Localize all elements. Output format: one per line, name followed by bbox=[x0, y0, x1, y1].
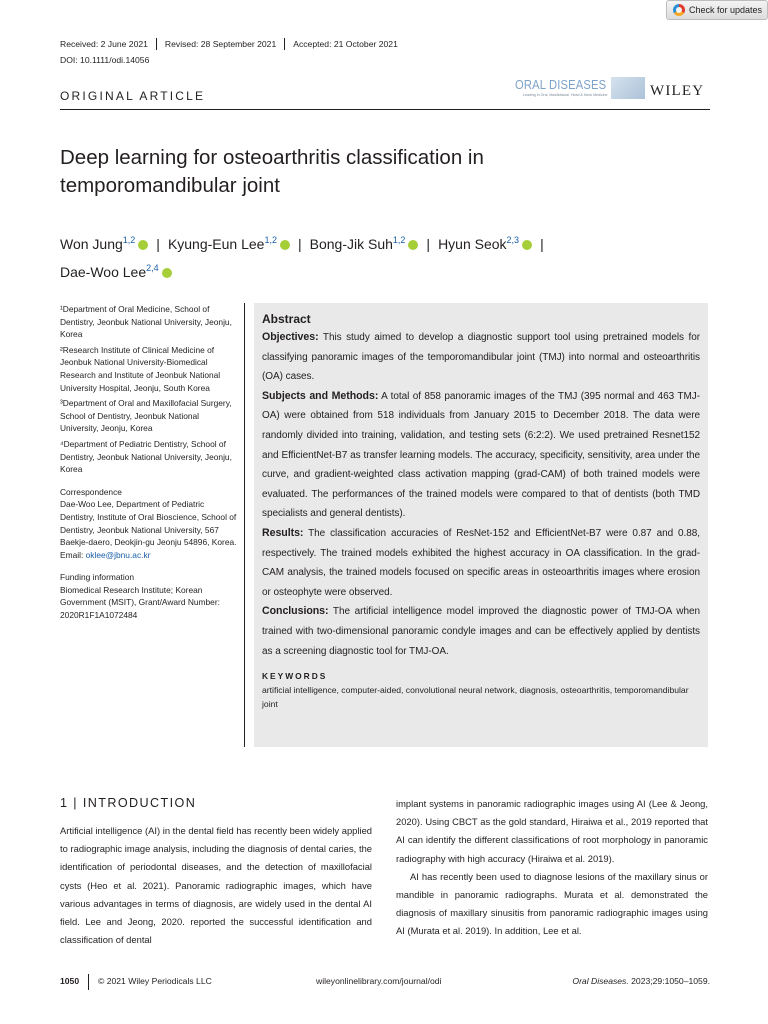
author-separator: | bbox=[297, 236, 302, 252]
affiliation: ⁴Department of Pediatric Dentistry, School of Dentistry, Jeonbuk National University, Jeonju, Korea bbox=[60, 438, 232, 475]
funding-text: Biomedical Research Institute; Korean Government (MSIT), Grant/Award Number: 2020R1F1A1072484 bbox=[60, 584, 220, 621]
header-divider bbox=[60, 109, 710, 110]
abstract-objectives: Objectives: This study aimed to develop a diagnostic support tool using pretrained models for classifying panoramic images of the temporomandibular joint (TMJ) into normal and osteoarthritis (OA) cases. bbox=[262, 331, 700, 383]
article-dates bbox=[60, 38, 406, 50]
footer-divider bbox=[88, 974, 89, 990]
author-separator: | bbox=[540, 236, 544, 252]
keywords-heading: KEYWORDS bbox=[262, 671, 328, 682]
page-footer bbox=[60, 976, 710, 990]
author-separator: | bbox=[156, 236, 160, 252]
orcid-icon[interactable] bbox=[408, 240, 418, 250]
paragraph: Artificial intelligence (AI) in the dental field has recently been widely applied to radiographic image analysis, including the diagnosis of dental caries, the identification of periodontal diseases, and the detection of maxillofacial cysts (Heo et al. 2021). Panoramic radiographic images, which have various advantages in terms of diagnosis, are widely used in the dental AI field. Lee and Jeong, 2020. reported the successful identification and classification of dental bbox=[60, 825, 372, 946]
journal-name: ORAL DISEASES bbox=[515, 77, 607, 92]
abstract-conclusions: Conclusions: The artificial intelligence model improved the diagnostic power of TMJ-OA when trained with two-dimensional panoramic condyle images and can be effectively applied by dentists as a screening diagnostic tool for TMJ-OA. bbox=[262, 605, 700, 657]
column-divider bbox=[244, 303, 245, 747]
body-column-left bbox=[60, 794, 372, 949]
paper-title: Deep learning for osteoarthritis classification in temporomandibular joint bbox=[60, 146, 484, 197]
affiliation: ³Department of Oral and Maxillofacial Surgery, School of Dentistry, Jeonbuk National University, Jeonju, Korea bbox=[60, 398, 232, 434]
body-column-right bbox=[396, 795, 708, 941]
funding-heading: Funding information bbox=[60, 572, 135, 583]
affiliation: ¹Department of Oral Medicine, School of Dentistry, Jeonbuk National University, Jeonju, Korea bbox=[60, 304, 232, 340]
author-separator: | bbox=[426, 236, 431, 252]
email-link[interactable]: oklee@jbnu.ac.kr bbox=[85, 549, 151, 560]
accepted-date: Accepted: 21 October 2021 bbox=[284, 38, 406, 50]
paragraph: AI has recently been used to diagnose lesions of the maxillary sinus or mandible in panoramic radiographs. Murata et al. demonstrated the diagnosis of maxillary sinusitis from panoramic radiographic images using AI (Murata et al. 2019). In addition, Lee et al. bbox=[396, 870, 708, 937]
doi[interactable]: DOI: 10.1111/odi.14056 bbox=[60, 55, 150, 65]
page-number: 1050 bbox=[60, 976, 80, 986]
abstract-methods: Subjects and Methods: A total of 858 panoramic images of the TMJ (395 normal and 463 TMJ-OA) were obtained from 518 individuals from January 2015 to December 2018. The data were randomly divided into training, validation, and testing sets (6:2:2). We used pretrained Resnet152 and EfficientNet-B7 as transfer learning models. The accuracy, specificity, sensitivity, area under the curve, and gradient-weighted class activation mapping (grad-CAM) of both trained models were evaluated. The performances of the trained models were compared to that of dentists (both TMD specialists and general dentists). bbox=[262, 389, 700, 520]
affiliations-column bbox=[60, 303, 238, 625]
revised-date: Revised: 28 September 2021 bbox=[156, 38, 284, 50]
section-heading: 1 | INTRODUCTION bbox=[60, 796, 197, 810]
correspondence-text: Dae-Woo Lee, Department of Pediatric Dentistry, Institute of Oral Bioscience, School of Dentistry, Jeonbuk National University, 567 Baekje-daero, Deokjin-gu Jeonju 54896, Korea. bbox=[60, 499, 237, 548]
author[interactable]: Kyung-Eun Lee$^{1,2}$ bbox=[168, 236, 290, 252]
check-for-updates-label: Check for updates bbox=[689, 5, 763, 15]
journal-site-link[interactable]: wileyonlinelibrary.com/journal/odi bbox=[316, 976, 442, 986]
author[interactable]: Bong-Jik Suh$^{1,2}$ bbox=[310, 236, 419, 252]
paragraph: implant systems in panoramic radiographic images using AI (Lee & Jeong, 2020). Using CBCT as the gold standard, Hiraiwa et al., 2019 reported that AI can identify the different classifications of root morphology in panoramic radiography with high accuracy (Hiraiwa et al. 2019). bbox=[396, 798, 708, 864]
journal-logo-artwork-icon bbox=[611, 77, 645, 99]
abstract-box bbox=[254, 303, 708, 747]
author[interactable]: Hyun Seok$^{2,3}$ bbox=[438, 236, 532, 252]
author[interactable]: Won Jung$^{1,2}$ bbox=[60, 236, 148, 252]
copyright: © 2021 Wiley Periodicals LLC bbox=[98, 976, 212, 986]
correspondence-email-line: Email: oklee@jbnu.ac.kr bbox=[60, 549, 151, 560]
orcid-icon[interactable] bbox=[138, 240, 148, 250]
orcid-icon[interactable] bbox=[162, 268, 172, 278]
author-list bbox=[60, 228, 700, 284]
abstract-title: Abstract bbox=[262, 312, 311, 326]
article-type: ORIGINAL ARTICLE bbox=[60, 89, 206, 103]
crossmark-icon bbox=[673, 4, 685, 16]
publisher-logo: WILEY bbox=[650, 83, 705, 99]
author[interactable]: Dae-Woo Lee$^{2,4}$ bbox=[60, 264, 172, 280]
citation: Oral Diseases. 2023;29:1050–1059. bbox=[572, 976, 710, 986]
abstract-results: Results: The classification accuracies of ResNet-152 and EfficientNet-B7 were 0.87 and 0.88, respectively. The trained models exhibited the highest accuracy in OA classification. In the grad-CAM analysis, the trained models focused on specific areas in osteoarthritis images where erosion or osteophyte were observed. bbox=[262, 526, 700, 598]
keywords-list: artificial intelligence, computer-aided, convolutional neural network, diagnosis, osteoarthritis, temporomandibular joint bbox=[262, 685, 689, 710]
journal-tagline: Leading in Oral, Maxillofacial, Head & Neck Medicine bbox=[523, 93, 608, 97]
received-date: Received: 2 June 2021 bbox=[60, 39, 148, 49]
orcid-icon[interactable] bbox=[280, 240, 290, 250]
correspondence-heading: Correspondence bbox=[60, 486, 122, 497]
check-for-updates-button[interactable] bbox=[666, 0, 768, 20]
journal-logo bbox=[515, 77, 645, 101]
affiliation: ²Research Institute of Clinical Medicine of Jeonbuk National University-Biomedical Research and Institute of Jeonbuk National University Hospital, Jeonju, South Korea bbox=[60, 344, 221, 393]
orcid-icon[interactable] bbox=[522, 240, 532, 250]
